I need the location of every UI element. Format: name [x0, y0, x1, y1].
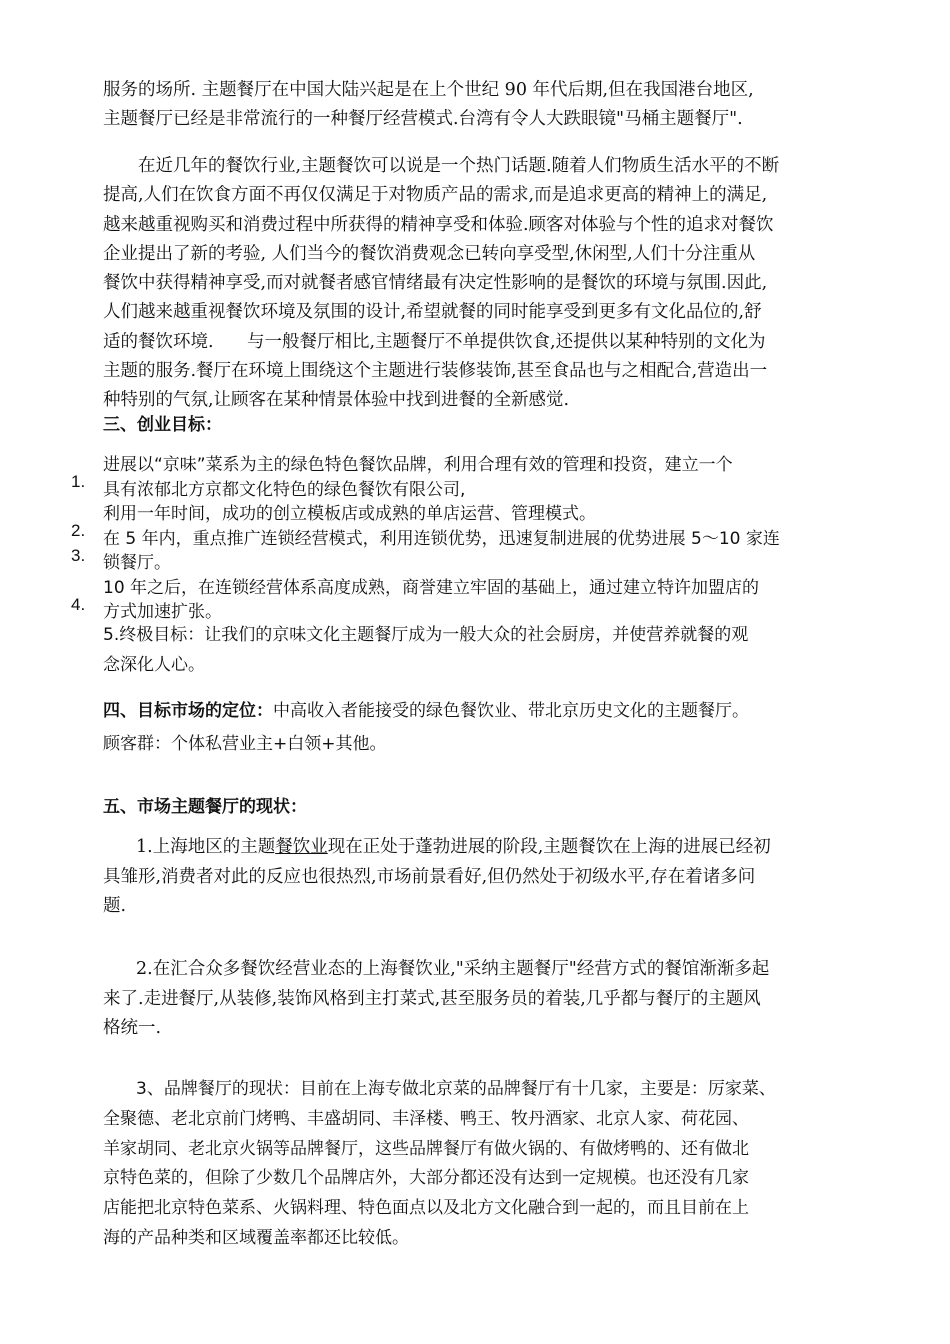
text-line: 格统一.: [103, 1018, 162, 1038]
section-4-heading: 四、目标市场的定位：: [103, 701, 273, 721]
list-item: [71, 527, 848, 576]
text-line: 越来越重视购买和消费过程中所获得的精神享受和体验.顾客对体验与个性的追求对餐饮: [103, 214, 774, 235]
market-positioning-text: 中高收入者能接受的绿色餐饮业、带北京历史文化的主题餐厅。: [273, 701, 749, 721]
intro-paragraph: [103, 76, 848, 134]
section-4: [103, 695, 848, 761]
text-line: 具有浓郁北方京都文化特色的绿色餐饮有限公司,: [103, 479, 466, 500]
text-line: 服务的场所. 主题餐厅在中国大陆兴起是在上个世纪 90 年代后期,但在我国港台地区,: [103, 80, 754, 100]
list-number: 2.: [71, 521, 86, 540]
text-line: 主题的服务.餐厅在环境上围绕这个主题进行装修装饰,甚至食品也与之相配合,营造出一: [103, 361, 768, 382]
text-line: 餐饮中获得精神享受,而对就餐者感官情绪最有决定性影响的是餐饮的环境与氛围.因此,: [103, 273, 768, 294]
list-number: 4.: [71, 594, 86, 614]
text-line: 在 5 年内，重点推广连锁经营模式，利用连锁优势，迅速复制进展的优势进展 5～10 家连: [103, 528, 780, 549]
text-line: 适的餐饮环境. 与一般餐厅相比,主题餐厅不单提供饮食,还提供以某种特别的文化为: [103, 331, 766, 352]
text-line: 提高,人们在饮食方面不再仅仅满足于对物质产品的需求,而是追求更高的精神上的满足,: [103, 185, 768, 206]
text-line: 具雏形,消费者对此的反应也很热烈,市场前景看好,但仍然处于初级水平,存在着诸多问: [103, 866, 756, 887]
text-line: 海的产品种类和区域覆盖率都还比较低。: [103, 1227, 409, 1248]
list-item: [71, 453, 848, 502]
text-line: 利用一年时间，成功的创立模板店或成熟的单店运营、管理模式。: [103, 504, 596, 524]
text-line: 全聚德、老北京前门烤鸭、丰盛胡同、丰泽楼、鸭王、牧丹酒家、北京人家、荷花园、: [103, 1108, 749, 1129]
text-line: 人们越来越重视餐饮环境及氛围的设计,希望就餐的同时能享受到更多有文化品位的,舒: [103, 302, 762, 323]
brand-restaurants-paragraph: [103, 1075, 848, 1254]
text-line: 现在正处于蓬勃进展的阶段,主题餐饮在上海的进展已经初: [327, 837, 771, 857]
text-line: 羊家胡同、老北京火锅等品牌餐厅，这些品牌餐厅有做火锅的、有做烤鸭的、还有做北: [103, 1138, 749, 1159]
text-line: 在近几年的餐饮行业,主题餐饮可以说是一个热门话题.随着人们物质生活水平的不断: [138, 156, 780, 176]
catering-industry-link[interactable]: 餐饮业: [275, 837, 328, 857]
text-line: 企业提出了新的考验, 人们当今的餐饮消费观念已转向享受型,休闲型,人们十分注重从: [103, 243, 756, 264]
list-number: 3.: [71, 545, 86, 565]
list-item: [71, 576, 848, 625]
text-line: 锁餐厅。: [103, 553, 171, 573]
goals-list: [71, 453, 848, 625]
text-line: 题.: [103, 896, 127, 916]
text-line: 3、品牌餐厅的现状：目前在上海专做北京菜的品牌餐厅有十几家，主要是：厉家菜、: [136, 1079, 776, 1099]
text-line: 店能把北京特色菜系、火锅料理、特色面点以及北方文化融合到一起的，而且目前在上: [103, 1198, 749, 1219]
text-line: 主题餐厅已经是非常流行的一种餐厅经营模式.台湾有令人大跌眼镜"马桶主题餐厅".: [103, 109, 743, 129]
text-line: 进展以“京味”菜系为主的绿色特色餐饮品牌，利用合理有效的管理和投资，建立一个: [103, 455, 733, 475]
theme-dining-paragraph: [103, 152, 848, 416]
text-line: 来了.走进餐厅,从装修,装饰风格到主打菜式,甚至服务员的着装,几乎都与餐厅的主题风: [103, 988, 761, 1009]
text-line: 5.终极目标：让我们的京味文化主题餐厅成为一般大众的社会厨房，并使营养就餐的观: [103, 625, 749, 645]
section-3-heading: 三、创业目标：: [103, 415, 222, 435]
section-5-heading: 五、市场主题餐厅的现状：: [103, 797, 307, 817]
list-number: 1.: [71, 472, 86, 491]
customer-group-text: 顾客群：个体私营业主+白领+其他。: [103, 734, 387, 754]
text-line: 1.上海地区的主题: [136, 837, 276, 857]
shanghai-status-paragraph-1: [103, 833, 848, 922]
text-line: 2.在汇合众多餐饮经营业态的上海餐饮业,"采纳主题餐厅"经营方式的餐馆渐渐多起: [136, 959, 770, 979]
text-line: 方式加速扩张。: [103, 602, 222, 622]
text-line: 京特色菜的，但除了少数几个品牌店外，大部分都还没有达到一定规模。也还没有几家: [103, 1168, 749, 1189]
shanghai-status-paragraph-2: [103, 955, 848, 1044]
text-line: 10 年之后，在连锁经营体系高度成熟，商誉建立牢固的基础上，通过建立特许加盟店的: [103, 577, 760, 598]
text-line: 念深化人心。: [103, 655, 205, 675]
text-line: 种特别的气氛,让顾客在某种情景体验中找到进餐的全新感觉.: [103, 390, 570, 411]
ultimate-goal: [103, 620, 848, 680]
